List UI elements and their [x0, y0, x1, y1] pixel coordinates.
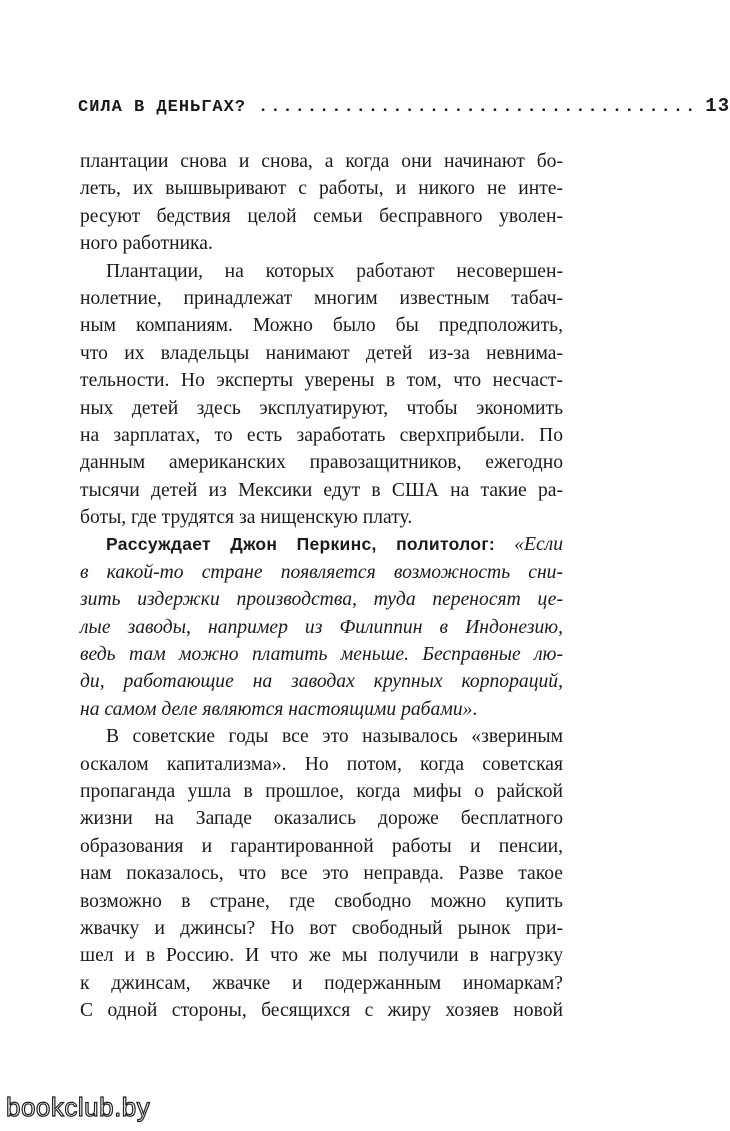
text-line: возможно в стране, где свободно можно купить	[80, 890, 563, 912]
body-text	[80, 148, 563, 1025]
text-line: что их владельцы нанимают детей из-за невнима-	[80, 342, 563, 364]
text-line: пропаганда ушла в прошлое, когда мифы о райской	[80, 780, 563, 802]
watermark-logo: bookclub.by	[6, 1092, 151, 1122]
quote-line: в какой-то стране появляется возможность сни-	[80, 561, 563, 583]
text-line: тельности. Но эксперты уверены в том, что несчаст-	[80, 370, 563, 392]
text-line: ного работника.	[80, 233, 213, 255]
quote-line: лые заводы, например из Филиппин в Индонезию,	[80, 616, 563, 638]
text-line: леть, их вышвыривают с работы, и никого не инте-	[80, 178, 563, 200]
text-line: нолетние, принадлежат многим известным табач-	[80, 287, 563, 309]
running-head	[78, 95, 730, 117]
text-line: В советские годы все это называлось «звериным	[106, 726, 563, 748]
text-line: боты, где трудятся за нищенскую плату.	[80, 507, 413, 529]
quote-intro-line	[80, 531, 563, 558]
running-head-leader-dots: ....................................	[258, 98, 698, 117]
text-line: шел и в Россию. И что же мы получили в нагрузку	[80, 945, 563, 967]
text-line: данным американских правозащитников, ежегодно	[80, 452, 563, 474]
text-line: ных детей здесь эксплуатируют, чтобы экономить	[80, 397, 563, 419]
text-line: на зарплатах, то есть заработать сверхприбыли. По	[80, 424, 563, 446]
quote-text: «Если	[514, 534, 564, 556]
text-line: к джинсам, жвачке и подержанным иномаркам?	[80, 972, 563, 994]
quote-line: зить издержки производства, туда переносят це-	[80, 589, 563, 611]
text-line: ным компаниям. Можно было бы предположить,	[80, 315, 563, 337]
text-line: оскалом капитализма». Но потом, когда советская	[80, 753, 563, 775]
text-line: тысячи детей из Мексики едут в США на такие ра-	[80, 479, 563, 501]
text-line: Плантации, на которых работают несовершен-	[106, 260, 563, 282]
text-line: нам показалось, что все это неправда. Разве такое	[80, 863, 563, 885]
page-number: 13	[705, 95, 730, 117]
quote-text: на самом деле являются настоящими рабами»	[80, 698, 473, 720]
text-line: плантации снова и снова, а когда они начинают бо-	[80, 151, 563, 172]
text-line: жвачку и джинсы? Но вот свободный рынок при-	[80, 917, 563, 939]
text-line: ресуют бедствия целой семьи бесправного уволен-	[80, 205, 563, 227]
quote-line: ведь там можно платить меньше. Бесправные лю-	[80, 644, 563, 666]
running-head-title: СИЛА В ДЕНЬГАХ?	[78, 98, 247, 117]
quote-speaker: Рассуждает Джон Перкинс, политолог:	[106, 534, 496, 555]
text-line: жизни на Западе оказались дороже бесплатного	[80, 808, 563, 830]
quote-end: .	[472, 698, 478, 720]
quote-line: ди, работающие на заводах крупных корпораций,	[80, 671, 563, 693]
quote-last-line	[80, 696, 563, 723]
text-line: С одной стороны, бесящихся с жиру хозяев новой	[80, 1000, 563, 1022]
text-line: образования и гарантированной работы и пенсии,	[80, 835, 563, 857]
